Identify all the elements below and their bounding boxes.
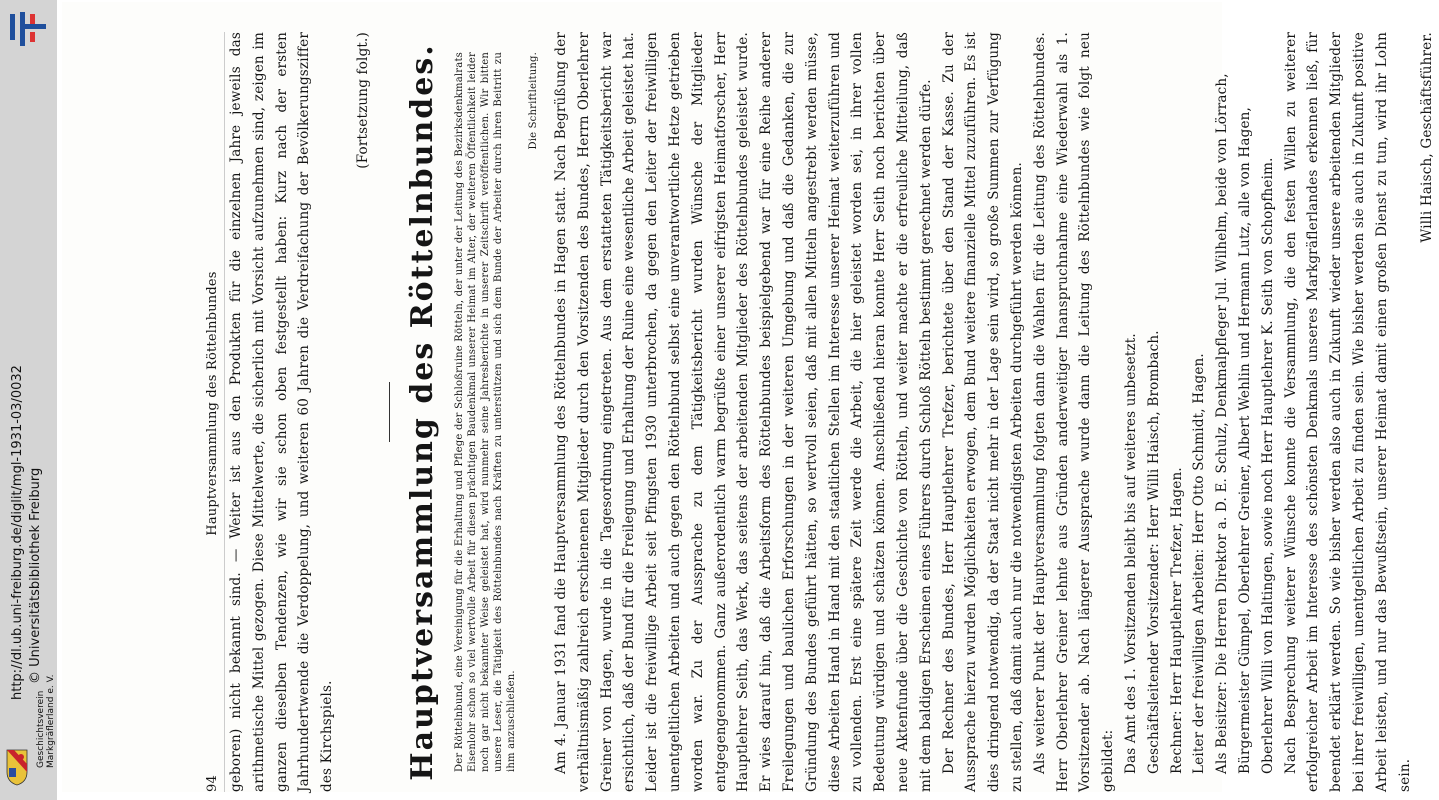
article-heading: Hauptversammlung des Röttelnbundes. (405, 43, 441, 781)
markgraeflerland-crest-icon (6, 748, 28, 786)
body-paragraph: Am 4. Januar 1931 fand die Hauptversammlung des Röttelnbundes in Hagen statt. Nach Begrüßung der verhältnismäßig zahlreich erschienenen Mitglieder durch den Vorsitzenden des Bundes, Herrn Oberlehrer Greiner von Hagen, wurde in die Tagesordnung eingetreten. Aus dem erstatteten Tätigkeitsbericht war ersichtlich, daß der Bund für die Freilegung und Erhaltung der Ruine eine wesentliche Arbeit geleistet hat. Leider ist die freiwillige Arbeit seit Pfingsten 1930 unterbrochen, da gegen den Leiter der freiwilligen unentgeltlichen Arbeiten und auch gegen den Röttelnbund selbst eine unverantwortliche Hetze getrieben worden war. Zu der Aussprache zu dem Tätigkeitsbericht wurden Wünsche der Mitglieder entgegengenommen. Ganz außerordentlich warm begrüßte einer unserer eifrigsten Heimatforscher, Herr Hauptlehrer Seith, das Werk, das seitens der arbeitenden Mitglieder des Röttelnbundes geleistet wurde. Er wies darauf hin, daß die Arbeitsform des Röttelnbundes beispielgebend war für eine Reihe anderer Freilegungen und baulichen Erforschungen in der weiteren Umgebung und daß die Gedanken, die zur Gründung des Bundes geführt hätten, so wertvoll seien, daß mit allen Mitteln angestrebt werden müsse, diese Arbeiten Hand in Hand mit den staatlichen Stellen im Interesse unserer Heimat weiterzuführen und zu vollenden. Erst eine spätere Zeit werde die Arbeit, die hier geleistet worden sei, in ihrer vollen Bedeutung würdigen und schätzen können. Anschließend hieran konnte Herr Seith noch berichten über neue Aktenfunde über die Geschichte von Rötteln, und weiter machte er die erfreuliche Mitteilung, daß mit dem baldigen Erscheinen eines Führers durch Schloß Rötteln bestimmt gerechnet werden dürfe. (553, 32, 934, 792)
body-paragraph: Der Rechner des Bundes, Herr Hauptlehrer Trefzer, berichtete über den Stand der Kasse. Zu der Aussprache hierzu wurden Möglichkeiten erwogen, dem Bund weitere finanzielle Mittel zuzuführen. Es ist dies dringend notwendig, da der Staat nicht mehr in der Lage sein wird, so große Summen zur Verfügung zu stellen, daß damit auch nur die notwendigsten Arbeiten durchgeführt werden können. (940, 32, 1026, 792)
running-head (202, 32, 225, 792)
closing-paragraph: Nach Besprechung weiterer Wünsche konnte die Versammlung, die den festen Willen zu weiterer erfolgreicher Arbeit im Interesse des schönsten Denkmals unseres Markgräflerlandes erkennen ließ, für beendet erklärt werden. So wie bisher werden also auch in Zukunft wieder unsere arbeitenden Mitglieder bei ihrer freiwilligen, unentgeltlichen Arbeit zu finden sein. Wie bisher werden sie auch in Zukunft positive Arbeit leisten, und nur das Bewußtsein, unserer Heimat damit einen großen Dienst zu tun, wird ihr Lohn sein. (1282, 32, 1413, 792)
editorial-note-signature: Die Schriftleitung. (528, 52, 540, 150)
officer-line: Leiter der freiwilligen Arbeiten: Herr Otto Schmidt, Hagen. (1191, 353, 1208, 774)
scanned-page (62, 2, 1436, 792)
continuation-note: (Fortsetzung folgt.) (355, 32, 372, 169)
society-line-2: Markgräflerland e. V. (46, 674, 56, 768)
officer-line: Rechner: Herr Hauptlehrer Trefzer, Hagen. (1168, 467, 1185, 774)
source-url-link[interactable]: http://dl.ub.uni-freiburg.de/diglit/mgl-1931-03/0032 (10, 365, 25, 700)
viewer-sidebar (0, 0, 57, 800)
copyright-notice: © Universitätsbibliothek Freiburg (28, 467, 43, 684)
running-head-title: Hauptversammlung des Röttelnbundes (205, 271, 220, 536)
officer-line: Das Amt des 1. Vorsitzenden bleibt bis auf weiteres unbesetzt. (1123, 333, 1139, 774)
page-number: 94 (205, 775, 220, 792)
signature: Willi Haisch, Geschäftsführer. (1419, 32, 1436, 243)
officer-line: Als Beisitzer: Die Herren Direktor a. D. E. Schulz, Denkmalpfleger Jul. Wilhelm, beide von Lörrach, Bürgermeister Gümpel, Oberlehrer Greiner, Albert Wehlin und Hermann Lutz, alle von Hagen, Oberlehrer Willi von Haltingen, sowie noch Herr Hauptlehrer K. Seith von Schopfheim. (1214, 73, 1276, 774)
editorial-note: Der Röttelnbund, eine Vereinigung für die Erhaltung und Pflege der Schloßruine Rötteln, der unter der Leitung des Bezirksdenkmalrats Eisenlohr schon so viel wertvolle Arbeit für diesen prächtigen Baudenkmal unserer Heimat im Alter, der weiteren Öffentlichkeit leider noch gar nicht bekannter Weise geleistet hat, wird nunmehr seine Jahresberichte in unserer Zeitschrift veröffentlichen. Wir bitten unsere Leser, die Tätigkeit des Röttelnbundes nach Kräften zu unterstützen und sich dem Bunde der Arbeiter durch ihren Beitritt zu ihm anzuschließen. (454, 52, 518, 772)
society-line-1: Geschichtsverein (36, 690, 46, 768)
section-divider (389, 382, 390, 442)
officer-line: Geschäftsleitender Vorsitzender: Herr Willi Haisch, Brombach. (1145, 330, 1162, 774)
body-paragraph: Als weiterer Punkt der Hauptversammlung folgten dann die Wahlen für die Leitung des Röttelnbundes. Herr Oberlehrer Greiner lehnte aus Gründen anderweitiger Inanspruchnahme eine Wiederwahl als 1. Vorsitzender ab. Nach längerer Aussprache wurde dann die Leitung des Röttelnbundes wie folgt neu gebildet: (1031, 32, 1117, 792)
society-name (36, 675, 56, 768)
page-content (202, 32, 1436, 792)
ub-freiburg-logo[interactable] (6, 10, 48, 46)
intro-paragraph: geboren) nicht bekannt sind. — Weiter ist aus den Produkten für die einzelnen Jahre jeweils das arithmetische Mittel gezogen. Diese Mittelwerte, die sicherlich mit Vorsicht aufzunehmen sind, zeigen im ganzen dieselben Tendenzen, wie wir sie schon oben festgestellt haben: Kurz nach der ersten Jahrhundertwende die Verdoppelung, und weiteren 60 Jahren die Verdreifachung der Bevölkerungsziffer des Kirchspiels. (228, 32, 336, 792)
